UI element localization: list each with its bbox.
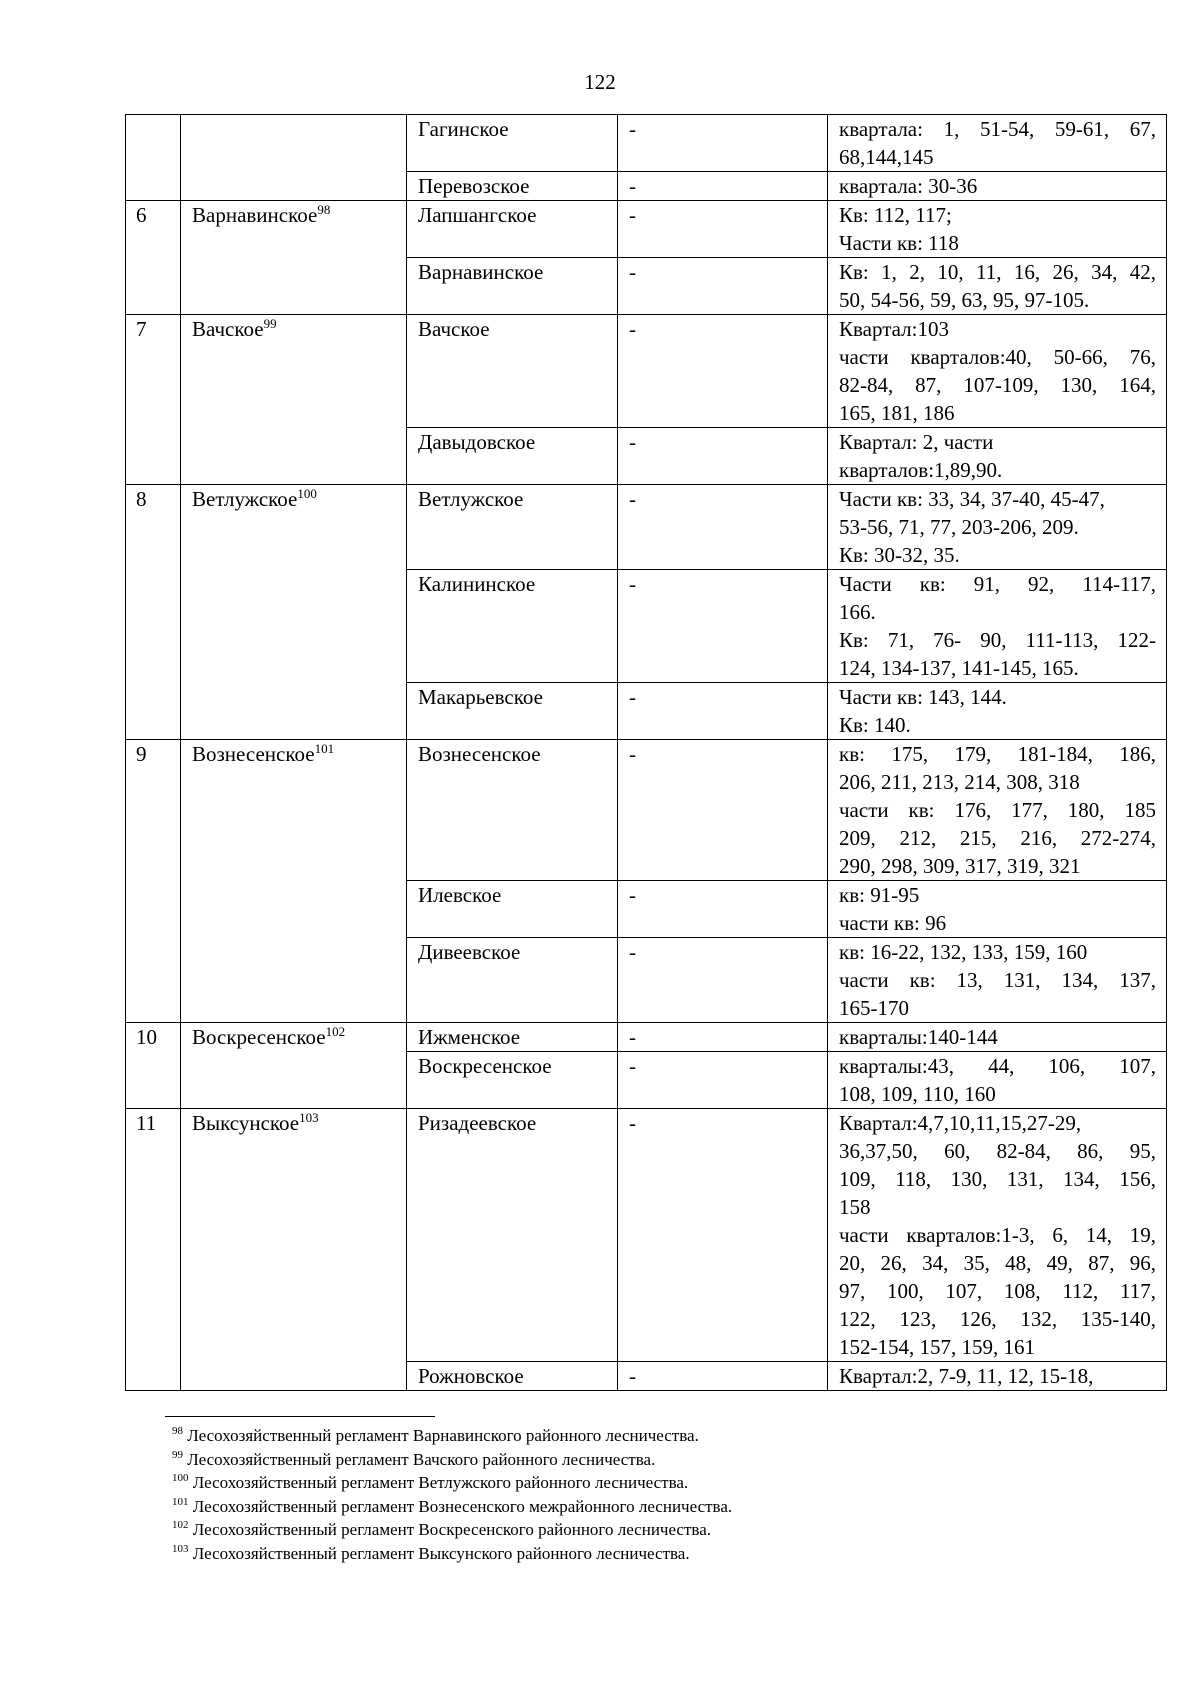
local-forestry-cell: Воскресенское — [407, 1052, 618, 1109]
footnote-ref: 101 — [314, 741, 335, 756]
footnote-text: Лесохозяйственный регламент Варнавинского районного лесничества. — [187, 1426, 699, 1445]
quarters-line: кварталы:140-144 — [839, 1025, 998, 1049]
table-row — [126, 485, 1167, 570]
footnote-ref: 102 — [325, 1024, 346, 1039]
quarters-line: части кв: 13, 131, 134, 137, — [839, 968, 1156, 992]
quarters-line: квартала: 30-36 — [839, 174, 978, 198]
row-number-cell: 11 — [126, 1109, 181, 1391]
quarters-line: Кв: 71, 76- 90, 111-113, 122- — [839, 628, 1156, 652]
local-forestry-cell: Гагинское — [407, 115, 618, 172]
footnote-number: 100 — [172, 1472, 189, 1484]
footnote-text: Лесохозяйственный регламент Ветлужского районного лесничества. — [192, 1473, 689, 1492]
local-forestry-cell: Варнавинское — [407, 258, 618, 315]
dash-cell: - — [618, 1023, 828, 1052]
footnote — [172, 1424, 1122, 1448]
quarters-line: 82-84, 87, 107-109, 130, 164, — [839, 373, 1156, 397]
quarters-line: Кв: 30-32, 35. — [839, 543, 960, 567]
quarters-line: 122, 123, 126, 132, 135-140, — [839, 1307, 1156, 1331]
footnote-number: 103 — [172, 1542, 189, 1555]
quarters-cell — [828, 172, 1167, 201]
quarters-line: Части кв: 118 — [839, 231, 959, 255]
page-number: 122 — [584, 70, 616, 94]
quarters-line: 165, 181, 186 — [839, 401, 955, 425]
quarters-line: кварталов:1,89,90. — [839, 458, 1003, 482]
dash-cell: - — [618, 258, 828, 315]
dash-cell: - — [618, 485, 828, 570]
quarters-line: Кв: 112, 117; — [839, 203, 952, 227]
dash-cell: - — [618, 1362, 828, 1391]
row-number-cell: 9 — [126, 740, 181, 1023]
quarters-line: Квартал:103 — [839, 317, 949, 341]
footnote-number: 99 — [172, 1448, 183, 1461]
district-forestry-cell — [181, 485, 407, 740]
quarters-line: 36,37,50, 60, 82-84, 86, 95, — [839, 1139, 1156, 1163]
quarters-line: Квартал:2, 7-9, 11, 12, 15-18, — [839, 1364, 1094, 1388]
quarters-line: кв: 175, 179, 181-184, 186, — [839, 742, 1156, 766]
footnote — [172, 1471, 1122, 1495]
quarters-line: Части кв: 143, 144. — [839, 685, 1007, 709]
local-forestry-cell: Рожновское — [407, 1362, 618, 1391]
dash-cell: - — [618, 683, 828, 740]
district-forestry-name: Вачское — [192, 317, 264, 341]
quarters-line: 209, 212, 215, 216, 272-274, — [839, 826, 1156, 850]
quarters-cell — [828, 683, 1167, 740]
quarters-line: Части кв: 33, 34, 37-40, 45-47, — [839, 487, 1105, 511]
quarters-line: 206, 211, 213, 214, 308, 318 — [839, 770, 1080, 794]
quarters-line: 152-154, 157, 159, 161 — [839, 1335, 1035, 1359]
footnote-text: Лесохозяйственный регламент Воскресенского районного лесничества. — [192, 1520, 712, 1539]
table-row — [126, 115, 1167, 172]
quarters-line: части кварталов:40, 50-66, 76, — [839, 345, 1156, 369]
forestry-table — [125, 114, 1167, 1391]
district-forestry-name: Воскресенское — [192, 1025, 326, 1049]
row-number-cell: 6 — [126, 201, 181, 315]
quarters-line: 50, 54-56, 59, 63, 95, 97-105. — [839, 288, 1090, 312]
quarters-cell — [828, 485, 1167, 570]
quarters-line: кварталы:43, 44, 106, 107, — [839, 1054, 1156, 1078]
table-row — [126, 201, 1167, 258]
quarters-cell — [828, 428, 1167, 485]
local-forestry-cell: Лапшангское — [407, 201, 618, 258]
district-forestry-name: Выксунское — [192, 1111, 300, 1135]
quarters-line: 97, 100, 107, 108, 112, 117, — [839, 1279, 1156, 1303]
district-forestry-cell — [181, 740, 407, 1023]
footnote-text: Лесохозяйственный регламент Выксунского районного лесничества. — [192, 1543, 690, 1563]
dash-cell: - — [618, 1052, 828, 1109]
footnote-number: 102 — [172, 1519, 189, 1531]
footnote — [172, 1495, 1122, 1519]
quarters-line: Части кв: 91, 92, 114-117, — [839, 572, 1156, 596]
quarters-line: Квартал: 2, части — [839, 430, 994, 454]
quarters-cell — [828, 201, 1167, 258]
table-row — [126, 1023, 1167, 1052]
row-number-cell — [126, 115, 181, 201]
quarters-line: Квартал:4,7,10,11,15,27-29, — [839, 1111, 1082, 1135]
local-forestry-cell: Перевозское — [407, 172, 618, 201]
quarters-cell — [828, 1023, 1167, 1052]
quarters-line: 108, 109, 110, 160 — [839, 1082, 996, 1106]
dash-cell: - — [618, 315, 828, 428]
forestry-table-body — [126, 115, 1167, 1391]
quarters-cell — [828, 258, 1167, 315]
quarters-line: 109, 118, 130, 131, 134, 156, — [839, 1167, 1156, 1191]
quarters-cell — [828, 1109, 1167, 1362]
quarters-cell — [828, 740, 1167, 881]
quarters-line: 68,144,145 — [839, 145, 934, 169]
district-forestry-cell — [181, 201, 407, 315]
quarters-cell — [828, 570, 1167, 683]
quarters-line: части кв: 176, 177, 180, 185 — [839, 798, 1156, 822]
quarters-line: Кв: 1, 2, 10, 11, 16, 26, 34, 42, — [839, 260, 1156, 284]
footnotes — [172, 1424, 1122, 1565]
table-row — [126, 315, 1167, 428]
quarters-line: части кварталов:1-3, 6, 14, 19, — [839, 1223, 1156, 1247]
row-number-cell: 10 — [126, 1023, 181, 1109]
quarters-line: 124, 134-137, 141-145, 165. — [839, 656, 1079, 680]
footnote-text: Лесохозяйственный регламент Вознесенского межрайонного лесничества. — [192, 1496, 733, 1516]
local-forestry-cell: Вачское — [407, 315, 618, 428]
footnote-ref: 99 — [263, 316, 277, 331]
district-forestry-name: Вознесенское — [192, 742, 315, 766]
quarters-line: Кв: 140. — [839, 713, 911, 737]
local-forestry-cell: Дивеевское — [407, 938, 618, 1023]
quarters-line: кв: 16-22, 132, 133, 159, 160 — [839, 940, 1088, 964]
quarters-cell — [828, 881, 1167, 938]
dash-cell: - — [618, 428, 828, 485]
quarters-cell — [828, 938, 1167, 1023]
quarters-line: квартала: 1, 51-54, 59-61, 67, — [839, 117, 1156, 141]
quarters-line: 166. — [839, 600, 876, 624]
dash-cell: - — [618, 740, 828, 881]
footnote — [172, 1542, 1122, 1566]
district-forestry-cell — [181, 315, 407, 485]
quarters-line: кв: 91-95 — [839, 883, 920, 907]
dash-cell: - — [618, 881, 828, 938]
footnote-separator — [165, 1416, 435, 1417]
footnote-ref: 103 — [299, 1110, 319, 1125]
table-row — [126, 1109, 1167, 1362]
local-forestry-cell: Илевское — [407, 881, 618, 938]
footnote-text: Лесохозяйственный регламент Вачского районного лесничества. — [187, 1449, 656, 1469]
footnote — [172, 1448, 1122, 1472]
footnote-ref: 100 — [297, 486, 317, 501]
local-forestry-cell: Ветлужское — [407, 485, 618, 570]
local-forestry-cell: Вознесенское — [407, 740, 618, 881]
local-forestry-cell: Ризадеевское — [407, 1109, 618, 1362]
quarters-line: 53-56, 71, 77, 203-206, 209. — [839, 515, 1079, 539]
quarters-line: 20, 26, 34, 35, 48, 49, 87, 96, — [839, 1251, 1156, 1275]
local-forestry-cell: Макарьевское — [407, 683, 618, 740]
quarters-line: 165-170 — [839, 996, 909, 1020]
dash-cell: - — [618, 115, 828, 172]
local-forestry-cell: Калининское — [407, 570, 618, 683]
district-forestry-cell — [181, 115, 407, 201]
local-forestry-cell: Ижменское — [407, 1023, 618, 1052]
row-number-cell: 8 — [126, 485, 181, 740]
dash-cell: - — [618, 570, 828, 683]
dash-cell: - — [618, 938, 828, 1023]
quarters-cell — [828, 1052, 1167, 1109]
row-number-cell: 7 — [126, 315, 181, 485]
quarters-line: 290, 298, 309, 317, 319, 321 — [839, 854, 1081, 878]
quarters-cell — [828, 315, 1167, 428]
dash-cell: - — [618, 1109, 828, 1362]
dash-cell: - — [618, 201, 828, 258]
district-forestry-cell — [181, 1109, 407, 1391]
dash-cell: - — [618, 172, 828, 201]
district-forestry-name: Варнавинское — [192, 203, 318, 227]
table-row — [126, 740, 1167, 881]
quarters-line: части кв: 96 — [839, 911, 947, 935]
quarters-cell — [828, 1362, 1167, 1391]
footnote-number: 101 — [172, 1495, 189, 1508]
local-forestry-cell: Давыдовское — [407, 428, 618, 485]
footnote-number: 98 — [172, 1425, 183, 1437]
quarters-cell — [828, 115, 1167, 172]
footnote — [172, 1518, 1122, 1542]
district-forestry-name: Ветлужское — [192, 487, 298, 511]
district-forestry-cell — [181, 1023, 407, 1109]
quarters-line: 158 — [839, 1195, 871, 1219]
footnote-ref: 98 — [317, 202, 331, 217]
